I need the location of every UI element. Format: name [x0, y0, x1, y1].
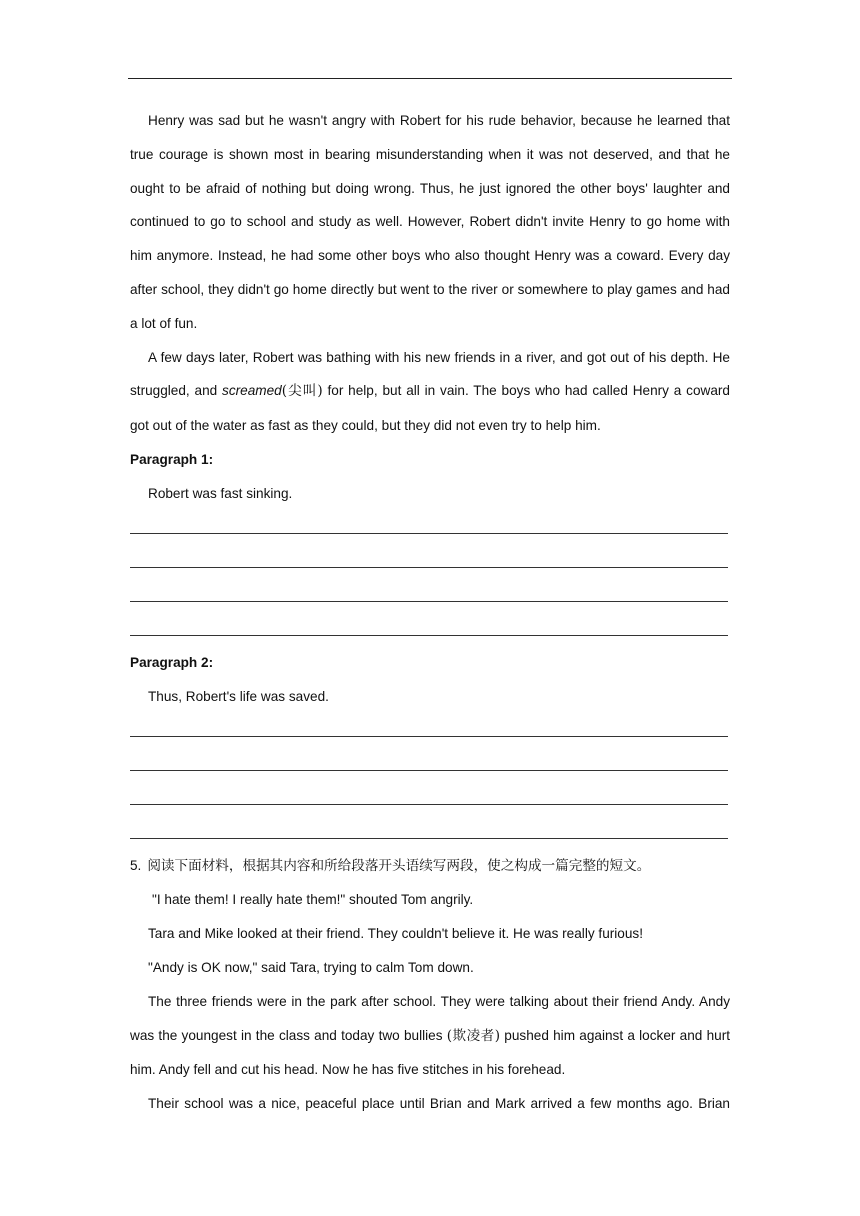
header-rule	[128, 78, 732, 79]
answer-line[interactable]	[130, 781, 730, 815]
story-paragraph-park	[130, 985, 730, 1087]
answer-line[interactable]	[130, 713, 730, 747]
paragraph2-label: Paragraph 2:	[130, 654, 214, 670]
story-paragraph-school: Their school was a nice, peaceful place until Brian and Mark arrived a few months ago. Brian	[148, 1096, 730, 1112]
question-instruction-text: 阅读下面材料，根据其内容和所给段落开头语续写两段，使之构成一篇完整的短文。	[147, 857, 651, 874]
story-paragraph-river	[130, 341, 730, 443]
story-line-1: "I hate them! I really hate them!" shouted Tom angrily.	[152, 892, 474, 908]
answer-line[interactable]	[130, 511, 730, 545]
story-p1-before: The three friends were in the park after school. They were talking about their friend Andy. Andy was the youngest in the class and today two bullies	[130, 993, 730, 1043]
answer-line[interactable]	[130, 544, 730, 578]
para2-italic-word: screamed	[222, 383, 282, 399]
answer-line[interactable]	[130, 747, 730, 781]
paragraph1-label: Paragraph 1:	[130, 451, 214, 467]
answer-line[interactable]	[130, 612, 730, 646]
paragraph2-prompt: Thus, Robert's life was saved.	[148, 688, 329, 704]
answer-line[interactable]	[130, 578, 730, 612]
paragraph1-prompt: Robert was fast sinking.	[148, 485, 293, 501]
question-number: 5.	[130, 857, 142, 873]
story-paragraph-henry: Henry was sad but he wasn't angry with Robert for his rude behavior, because he learned that true courage is shown most in bearing misunderstanding when it was not deserved, and that he ought to be afraid of nothing but doing wrong. Thus, he just ignored the other boys' laughter and continued to go to school and study as well. However, Robert didn't invite Henry to go home with him anymore. Instead, he had some other boys who also thought Henry was a coward. Every day after school, they didn't go home directly but went to the river or somewhere to play games and had a lot of fun.	[130, 113, 730, 331]
story-p1-after: pushed him against a locker and hurt him. Andy fell and cut his head. Now he has five stitches in his forehead.	[130, 1027, 731, 1078]
para2-before: A few days later, Robert was bathing with his new friends in a river, and got out of his depth. He struggled, and	[130, 349, 730, 399]
document-body	[130, 104, 730, 1121]
story-line-2: Tara and Mike looked at their friend. They couldn't believe it. He was really furious!	[148, 926, 643, 942]
question-5-instruction	[130, 849, 730, 884]
para2-gloss: (尖叫)	[281, 383, 323, 400]
answer-line[interactable]	[130, 815, 730, 849]
story-line-3: "Andy is OK now," said Tara, trying to calm Tom down.	[148, 959, 474, 975]
story-p1-gloss: (欺凌者)	[446, 1027, 501, 1044]
para2-after: for help, but all in vain. The boys who had called Henry a coward got out of the water as fast as they could, but they did not even try to help him.	[130, 383, 730, 434]
